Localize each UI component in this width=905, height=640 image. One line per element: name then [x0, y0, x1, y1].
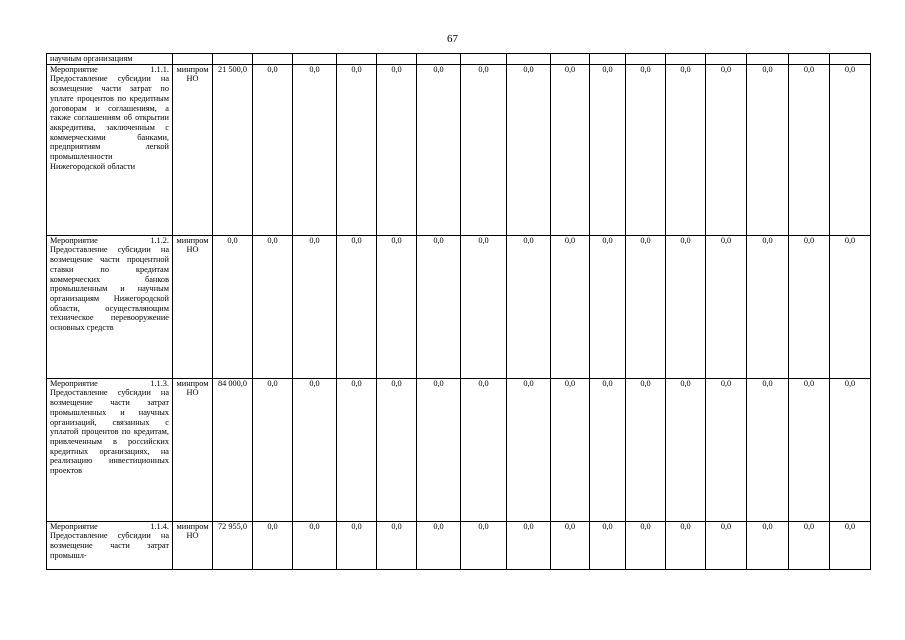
value-cell: 0,0: [626, 235, 666, 378]
value-cell: 0,0: [590, 378, 626, 521]
value-cell: 0,0: [377, 521, 417, 569]
row-name-cell: научным организациям: [47, 54, 173, 65]
value-cell: 0,0: [417, 235, 461, 378]
value-cell: 0,0: [293, 378, 337, 521]
empty-cell: [789, 54, 830, 65]
executor-cell: минпром НО: [173, 378, 213, 521]
value-cell: 0,0: [706, 235, 747, 378]
value-cell: 0,0: [507, 378, 551, 521]
value-cell: 0,0: [590, 64, 626, 235]
value-cell: 72 955,0: [213, 521, 253, 569]
value-cell: 0,0: [666, 378, 706, 521]
empty-cell: [830, 54, 871, 65]
table-row: [47, 64, 871, 235]
value-cell: 0,0: [507, 521, 551, 569]
value-cell: 0,0: [789, 521, 830, 569]
value-cell: 84 000,0: [213, 378, 253, 521]
empty-cell: [213, 54, 253, 65]
value-cell: 0,0: [706, 64, 747, 235]
table-row: [47, 378, 871, 521]
value-cell: 0,0: [253, 521, 293, 569]
value-cell: 0,0: [213, 235, 253, 378]
value-cell: 0,0: [377, 64, 417, 235]
value-cell: 0,0: [830, 521, 871, 569]
table-row: [47, 54, 871, 65]
value-cell: 21 500,0: [213, 64, 253, 235]
value-cell: 0,0: [666, 235, 706, 378]
budget-table: [46, 53, 871, 570]
empty-cell: [417, 54, 461, 65]
empty-cell: [253, 54, 293, 65]
table-row: [47, 521, 871, 569]
page-number: 67: [447, 33, 458, 45]
value-cell: 0,0: [789, 235, 830, 378]
empty-cell: [507, 54, 551, 65]
value-cell: 0,0: [417, 521, 461, 569]
value-cell: 0,0: [461, 521, 507, 569]
executor-cell: минпром НО: [173, 235, 213, 378]
value-cell: 0,0: [789, 64, 830, 235]
value-cell: 0,0: [747, 378, 789, 521]
value-cell: 0,0: [706, 521, 747, 569]
value-cell: 0,0: [337, 235, 377, 378]
value-cell: 0,0: [590, 235, 626, 378]
value-cell: 0,0: [789, 378, 830, 521]
value-cell: 0,0: [253, 235, 293, 378]
value-cell: 0,0: [626, 378, 666, 521]
value-cell: 0,0: [507, 235, 551, 378]
value-cell: 0,0: [666, 521, 706, 569]
empty-cell: [747, 54, 789, 65]
value-cell: 0,0: [377, 378, 417, 521]
executor-cell: минпром НО: [173, 64, 213, 235]
executor-cell: минпром НО: [173, 521, 213, 569]
value-cell: 0,0: [666, 64, 706, 235]
empty-cell: [293, 54, 337, 65]
value-cell: 0,0: [337, 521, 377, 569]
value-cell: 0,0: [293, 235, 337, 378]
value-cell: 0,0: [551, 378, 590, 521]
value-cell: 0,0: [337, 64, 377, 235]
value-cell: 0,0: [253, 64, 293, 235]
measure-name-cell: Мероприятие 1.1.3. Предоставление субсидии на возмещение части затрат промышленных и научных организаций, связанных с уплатой процентов по кредитам, привлеченным в российских кредитных организациях, на реализацию инвестиционных проектов: [47, 378, 173, 521]
measure-name-cell: Мероприятие 1.1.1. Предоставление субсидии на возмещение части затрат по уплате процентов по кредитным договорам и соглашениям, а также соглашениям об открытии аккредитива, заключенным с коммерческими банками, предприятиям легкой промышленности Нижегородской области: [47, 64, 173, 235]
value-cell: 0,0: [626, 521, 666, 569]
value-cell: 0,0: [551, 235, 590, 378]
value-cell: 0,0: [830, 378, 871, 521]
empty-cell: [551, 54, 590, 65]
value-cell: 0,0: [293, 521, 337, 569]
value-cell: 0,0: [417, 378, 461, 521]
empty-cell: [706, 54, 747, 65]
measure-name-cell: Мероприятие 1.1.2. Предоставление субсидии на возмещение части процентной ставки по кредитам коммерческих банков промышленным и научным организациям Нижегородской области, осуществляющим техническое перевооружение основных средств: [47, 235, 173, 378]
value-cell: 0,0: [747, 64, 789, 235]
value-cell: 0,0: [507, 64, 551, 235]
value-cell: 0,0: [747, 235, 789, 378]
value-cell: 0,0: [590, 521, 626, 569]
empty-cell: [173, 54, 213, 65]
value-cell: 0,0: [551, 521, 590, 569]
value-cell: 0,0: [461, 64, 507, 235]
value-cell: 0,0: [293, 64, 337, 235]
empty-cell: [377, 54, 417, 65]
measure-name-cell: Мероприятие 1.1.4. Предоставление субсидии на возмещение части затрат промышл-: [47, 521, 173, 569]
table-body: [47, 54, 871, 570]
empty-cell: [461, 54, 507, 65]
value-cell: 0,0: [461, 378, 507, 521]
value-cell: 0,0: [417, 64, 461, 235]
value-cell: 0,0: [337, 378, 377, 521]
value-cell: 0,0: [830, 64, 871, 235]
value-cell: 0,0: [253, 378, 293, 521]
value-cell: 0,0: [830, 235, 871, 378]
value-cell: 0,0: [747, 521, 789, 569]
empty-cell: [590, 54, 626, 65]
value-cell: 0,0: [551, 64, 590, 235]
value-cell: 0,0: [706, 378, 747, 521]
value-cell: 0,0: [626, 64, 666, 235]
empty-cell: [626, 54, 666, 65]
value-cell: 0,0: [461, 235, 507, 378]
empty-cell: [666, 54, 706, 65]
table-row: [47, 235, 871, 378]
value-cell: 0,0: [377, 235, 417, 378]
empty-cell: [337, 54, 377, 65]
